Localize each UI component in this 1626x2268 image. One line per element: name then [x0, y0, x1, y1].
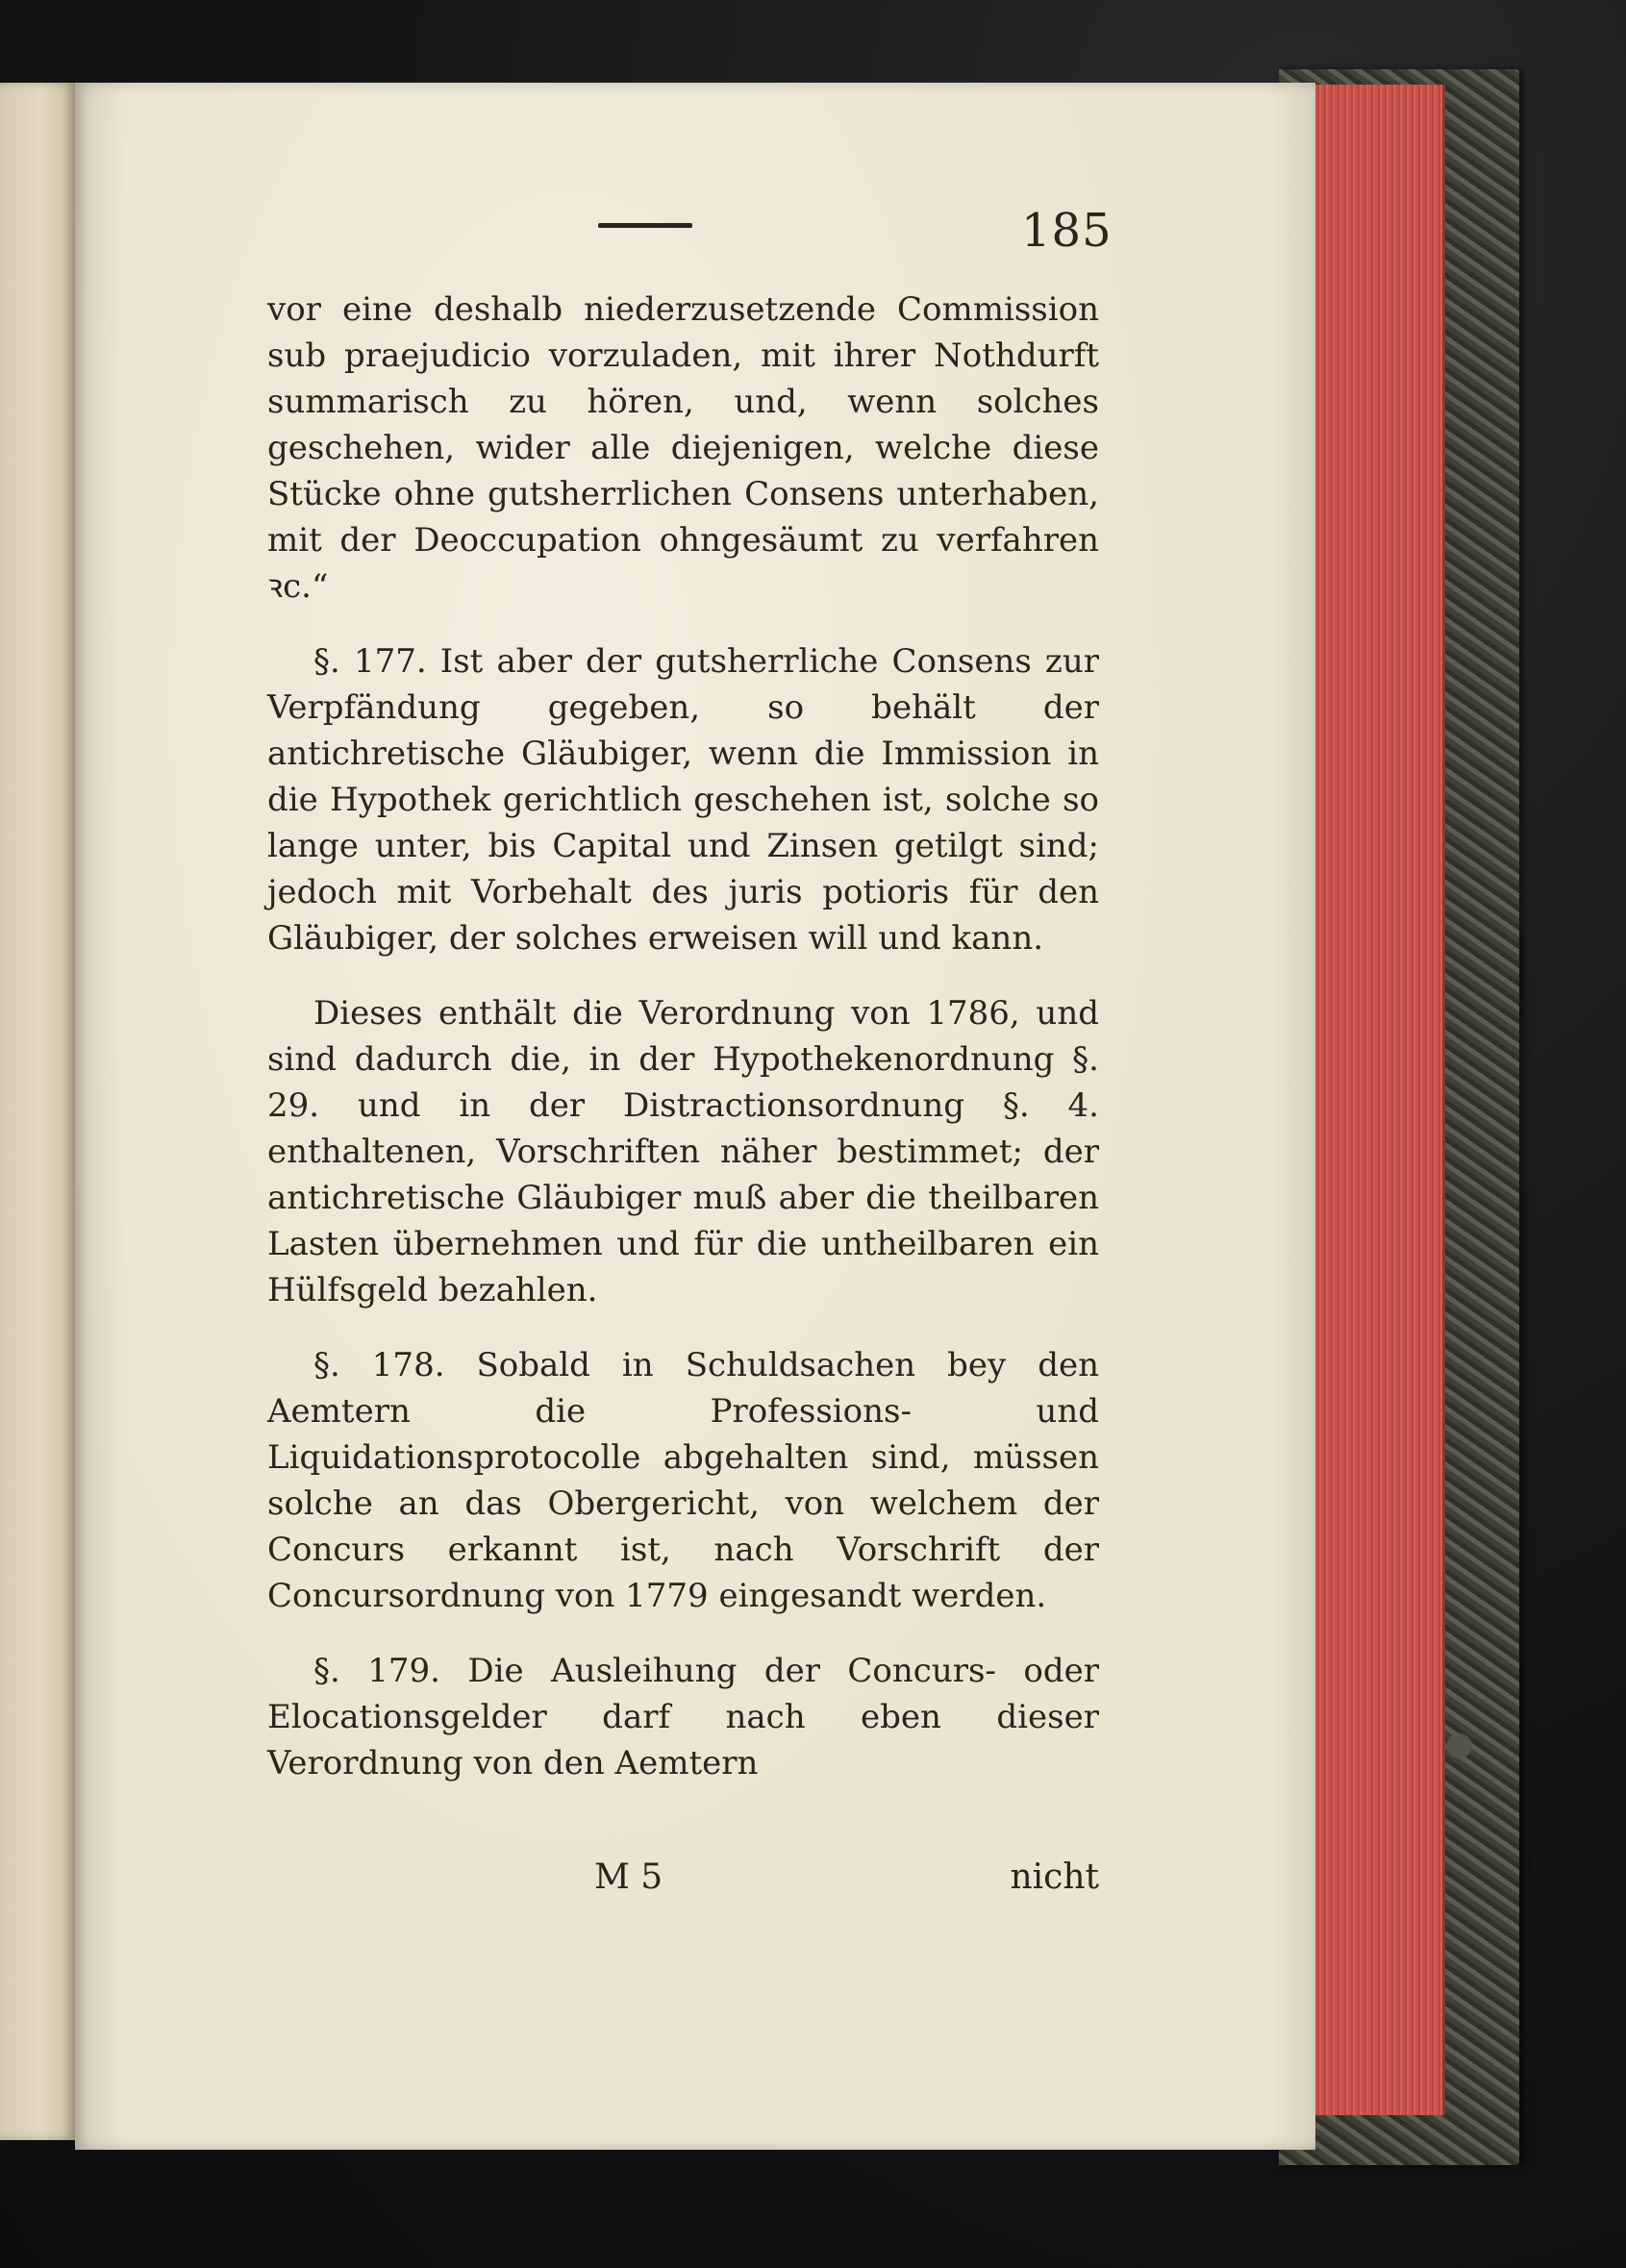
paragraph-2: §. 177. Ist aber der gutsherrliche Consens zur Verpfändung gegeben, so behält der antichretische Gläubiger, wenn die Immission in die Hypothek gerichtlich geschehen ist, solche so lange unter, bis Capital und Zinsen getilgt sind; jedoch mit Vorbehalt des juris potioris für den Gläubiger, der solches erweisen will und kann. [267, 642, 1099, 958]
paragraph-1: vor eine deshalb niederzusetzende Commission sub praejudicio vorzuladen, mit ihrer Nothdurft summarisch zu hören, und, wenn solches geschehen, wider alle diejenigen, welche diese Stücke ohne gutsherrlichen Consens unterhaben, mit der Deoccupation ohngesäumt zu verfahren ꝛc.“ [267, 290, 1099, 606]
previous-page-edge [0, 83, 75, 2140]
red-page-edges [1308, 85, 1445, 2115]
page-footer [267, 1857, 1099, 1911]
signature-mark: M 5 [594, 1857, 663, 1897]
catchword: nicht [1010, 1857, 1099, 1897]
paragraph-5: §. 179. Die Ausleihung der Concurs- oder Elocationsgelder darf nach eben dieser Verordnung von den Aemtern [267, 1652, 1099, 1782]
paragraph-4: §. 178. Sobald in Schuldsachen bey den Aemtern die Professions- und Liquidationsprotocolle abgehalten sind, müssen solche an das Obergericht, von welchem der Concurs erkannt ist, nach Vorschrift der Concursordnung von 1779 eingesandt werden. [267, 1346, 1099, 1615]
page-number: 185 [1021, 204, 1113, 258]
paragraph-3: Dieses enthält die Verordnung von 1786, und sind dadurch die, in der Hypothekenordnung §. 29. und in der Distractionsordnung §. 4. enthaltenen, Vorschriften näher bestimmet; der antichretische Gläubiger muß aber die theilbaren Lasten übernehmen und für die untheilbaren ein Hülfsgeld bezahlen. [267, 994, 1099, 1309]
body-text [267, 287, 1099, 1786]
header-rule [598, 223, 692, 228]
